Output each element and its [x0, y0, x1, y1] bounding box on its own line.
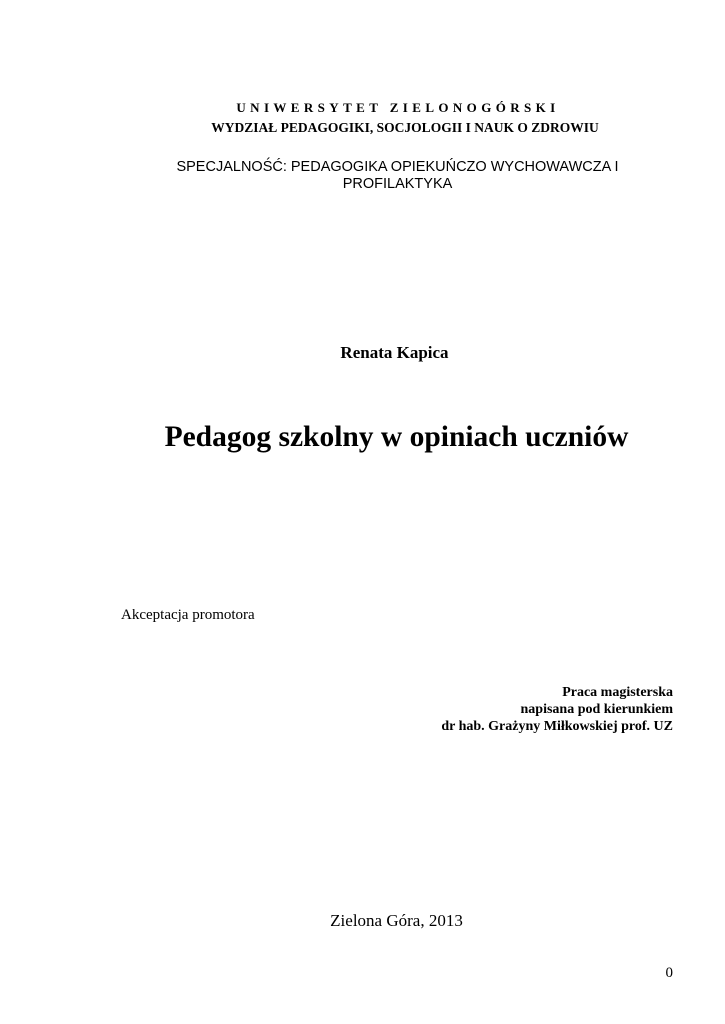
specialty-line-2: PROFILAKTYKA: [342, 176, 453, 192]
place-and-year: Zielona Góra, 2013: [330, 911, 463, 930]
specialty-line-1: SPECJALNOŚĆ: PEDAGOGIKA OPIEKUŃCZO WYCHOWAWCZA I: [176, 159, 619, 175]
thesis-type: Praca magisterska: [562, 685, 673, 700]
page-number: 0: [665, 965, 673, 981]
faculty-name: WYDZIAŁ PEDAGOGIKI, SOCJOLOGII I NAUK O ZDROWIU: [211, 120, 599, 135]
supervisor-acceptance-label: Akceptacja promotora: [121, 607, 255, 623]
author-name: Renata Kapica: [340, 343, 449, 362]
thesis-supervision-line: napisana pod kierunkiem: [520, 702, 673, 717]
thesis-info: [441, 684, 673, 735]
thesis-title: Pedagog szkolny w opiniach uczniów: [164, 421, 629, 453]
university-name: UNIWERSYTET ZIELONOGÓRSKI: [236, 100, 560, 115]
specialty: [170, 159, 625, 193]
supervisor-name: dr hab. Grażyny Miłkowskiej prof. UZ: [441, 719, 673, 734]
